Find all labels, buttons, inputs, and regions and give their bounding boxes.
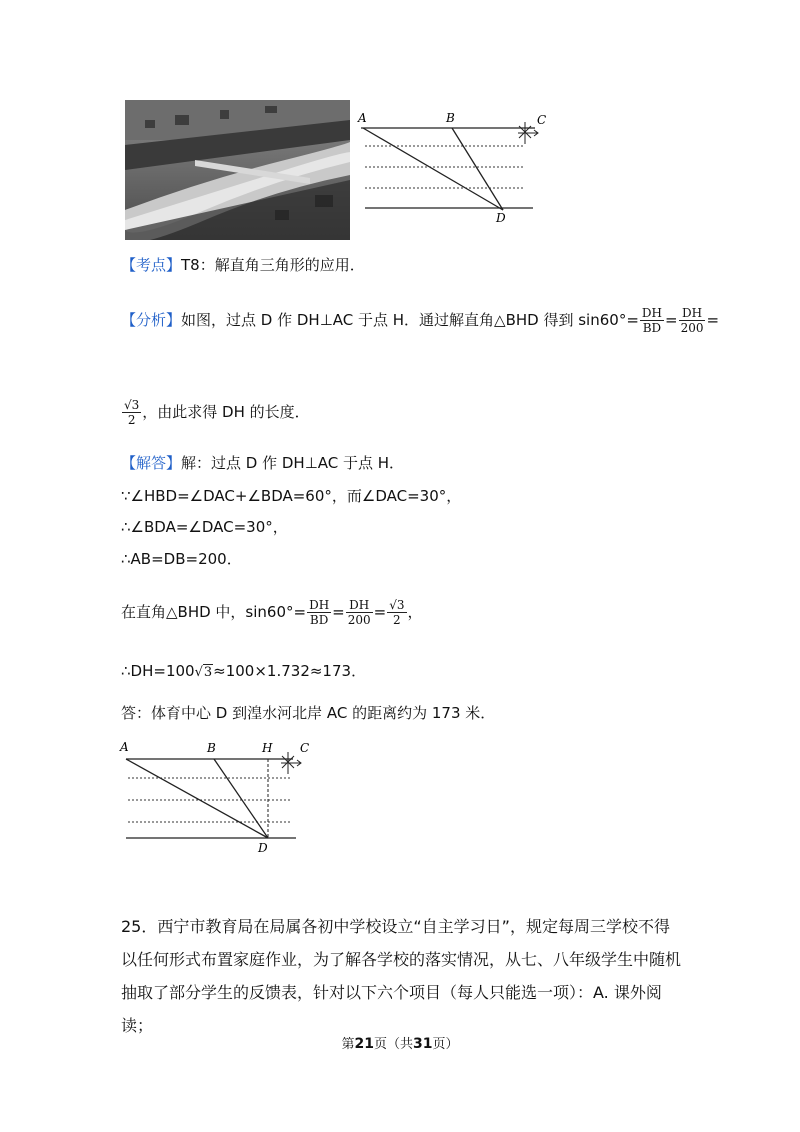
dh-approx: ≈100×1.732≈173． [213,662,367,680]
equals-sign: = [332,603,345,621]
jieda-text: 解：过点 D 作 DH⊥AC 于点 H． [181,454,405,472]
fraction-sqrt3-2: $\frac{√3}{2}$ [124,398,140,427]
geometry-figure-2 [118,738,318,860]
label-b: B [446,111,455,125]
fenxi-text: 如图，过点 D 作 DH⊥AC 于点 H．通过解直角△BHD 得到 sin60°= [181,311,639,329]
fraction-sqrt3-2: $\frac{√3}{2}$ [389,598,405,627]
solution-line-2: ∴∠BDA=∠DAC=30°， [121,518,288,536]
label-c: C [537,113,547,127]
compass-icon [281,752,301,774]
label-a: A [358,111,367,125]
jieda-line [121,452,404,474]
kaodian-text: T8：解直角三角形的应用． [181,256,365,274]
compass-icon [518,122,538,144]
page-number: 21 [354,1036,374,1052]
footer-prefix: 第 [341,1037,355,1052]
label-d: D [258,841,268,855]
fraction-dh-bd: $\frac{DH}{BD}$ [309,598,330,627]
equals-sign: = [706,311,720,329]
question-25: 25．西宁市教育局在局属各初中学校设立“自主学习日”，规定每周三学校不得以任何形式布置家庭作业，为了解各学校的落实情况，从七、八年级学生中随机抽取了部分学生的反馈表，针对以下六个项目（每人只能选一项）：A. 课外阅读； [121,917,682,1035]
solution-line-3: ∴AB=DB=200． [121,550,242,568]
fraction-dh-bd: $\frac{DH}{BD}$ [641,306,662,335]
sin60-prefix: 在直角△BHD 中，sin60°= [121,603,307,621]
solution-line-4 [121,598,423,627]
kaodian-line [121,254,365,276]
footer-middle: 页（共 [373,1037,413,1052]
jieda-tag: 【解答】 [121,454,182,472]
fraction-dh-200: $\frac{DH}{200}$ [680,306,704,335]
kaodian-tag: 【考点】 [121,256,182,274]
comma: ， [407,603,423,621]
dh-prefix: ∴DH=100 [121,662,195,680]
fenxi-line [121,306,719,335]
fenxi-cont-text: ，由此求得 DH 的长度． [142,403,310,421]
geometry-figure-1 [355,108,555,228]
answer-line: 答：体育中心 D 到湟水河北岸 AC 的距离约为 173 米． [121,704,496,722]
label-c: C [300,741,310,755]
solution-line-1: ∵∠HBD=∠DAC+∠BDA=60°，而∠DAC=30°， [121,487,462,505]
sqrt-3: √3 [194,665,213,680]
label-d: D [496,211,506,225]
fenxi-continuation [121,398,310,427]
fraction-dh-200: $\frac{DH}{200}$ [347,598,371,627]
equals-sign: = [665,311,678,329]
fenxi-tag: 【分析】 [121,311,182,329]
footer-suffix: 页） [432,1037,459,1052]
equals-sign: = [373,603,387,621]
label-h: H [262,741,273,755]
page-footer [0,1033,800,1052]
solution-line-5 [121,660,366,684]
label-a: A [120,740,129,754]
label-b: B [207,741,216,755]
page-total: 31 [413,1036,433,1052]
river-photo [125,100,350,240]
